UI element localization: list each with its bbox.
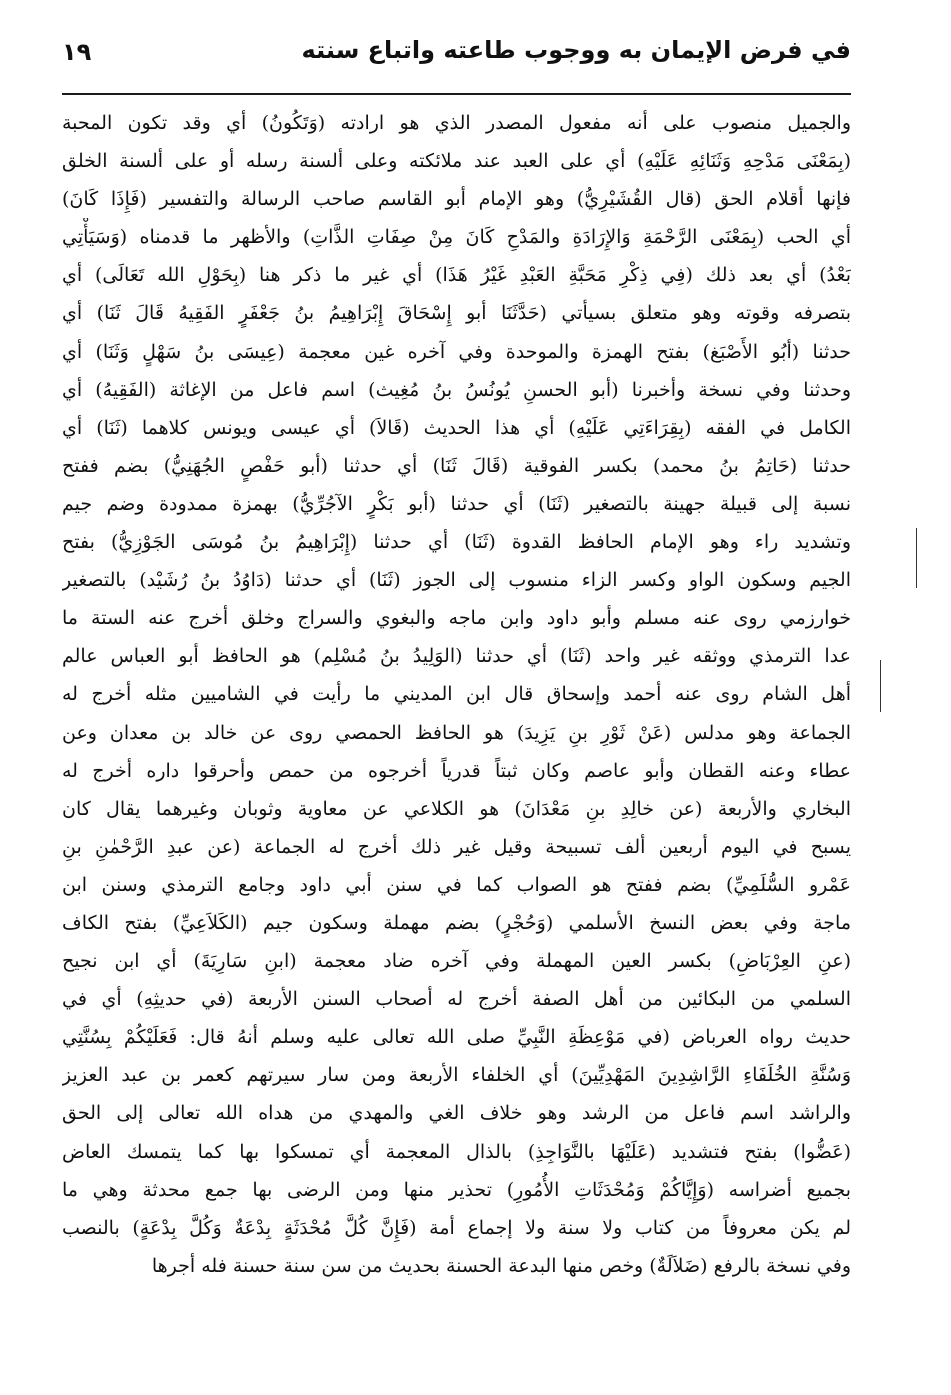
text-line: بَعْدُ) أي بعد ذلك (فِي ذِكْرِ مَحَبَّةِ العَبْدِ غَيْرُ هَذَا) أي غير ما ذكر هنا (بِحَوْلِ الله تَعَالَى) أي xyxy=(62,264,851,287)
text-line: عدا الترمذي ووثقه غير واحد (ثَنَا) أي حدثنا (الوَلِيدُ بنُ مُسْلِم) هو الحافظ أبو العباس عالم xyxy=(62,645,851,668)
text-line: وفي نسخة بالرفع (ضَلاَلَةٌ) وخص منها البدعة الحسنة بحديث من سن سنة حسنة فله أجرها xyxy=(151,1254,851,1277)
text-line: (عنِ العِرْبَاضِ) بكسر العين المهملة وفي آخره ضاد معجمة (ابنِ سَارِيَةَ) أي ابن نجيح xyxy=(62,950,851,973)
page-number: ١٩ xyxy=(62,38,92,66)
text-line: وَسُنَّةِ الخُلَفَاءِ الرَّاشِدِينَ المَهْدِيِّينَ) أي الخلفاء الأربعة ومن سار سيرتهم كعمر بن عبد العزيز xyxy=(62,1064,851,1087)
text-line: بتصرفه وقوته وهو متعلق بسيأتي (حَدَّثَنَا أبو إِسْحَاقَ إِبْرَاهِيمُ بنُ جَعْفَرٍ الفَقِيهُ قَالَ ثَنَا) أي xyxy=(62,302,851,325)
text-line: لم يكن معروفاً من كتاب ولا سنة ولا إجماع أمة (فَإِنَّ كُلَّ مُحْدَثَةٍ بِدْعَةٌ وَكُلَّ بِدْعَةٍ) بالنصب xyxy=(62,1216,851,1239)
text-line: بجميع أضراسه (وَإِيَّاكُمْ وَمُحْدَثَاتِ الأُمُورِ) تحذير منها ومن الرضى بها جمع محدثة وهي ما xyxy=(62,1178,851,1201)
text-line: الجماعة وهو مدلس (عَنْ ثَوْرِ بنِ يَزِيدَ) هو الحافظ الحمصي روى عن خالد بن معدان وعن xyxy=(62,721,851,744)
text-line: أي الحب (بِمَعْنَى الرَّحْمَةِ وَالإِرَادَةِ والمَدْحِ كَانَ مِنْ صِفَاتِ الذَّاتِ) والأظهر ما قدمناه (وَسَيَأْتِي xyxy=(62,226,851,249)
text-line: والجميل منصوب على أنه مفعول المصدر الذي هو ارادته (وَتَكُونُ) أي وقد تكون المحبة xyxy=(62,112,851,134)
text-line: حدثنا (أبُو الأَصْبَغ) بفتح الهمزة والموحدة وفي آخره غين معجمة (عِيسَى بنُ سَهْلٍ وَثَنَا) أي xyxy=(62,340,851,363)
text-line: عطاء وعنه القطان وأبو عاصم وكان ثبتاً قدرياً أخرجوه من حمص وأحرقوا داره أخرج له xyxy=(62,759,851,782)
text-line: وحدثنا وفي نسخة وأخبرنا (أبو الحسنِ يُونُسُ بنُ مُغِيث) اسم فاعل من الإغاثة (الفَقِيهُ) أي xyxy=(62,378,851,401)
header-rule xyxy=(62,93,851,95)
text-line: فإنها أقلام الحق (قال القُشَيْرِيُّ) وهو الإمام أبو القاسم صاحب الرسالة والتفسير (فَإِذَا كَانَ) xyxy=(62,188,851,211)
text-line: الكامل في الفقه (بِقِرَاءَتِي عَلَيْهِ) أي هذا الحديث (قَالاَ) أي عيسى ويونس كلاهما (ثَنَا) أي xyxy=(62,416,851,439)
running-title: في فرض الإيمان به ووجوب طاعته واتباع سنته xyxy=(301,36,851,64)
text-line: خوارزمي روى عنه مسلم وأبو داود وابن ماجه والبغوي والسراج وخلق أخرج عنه الستة ما xyxy=(62,607,851,630)
text-line: أهل الشام روى عنه أحمد وإسحاق قال ابن المديني ما رأيت في الشاميين مثله أخرج له xyxy=(62,683,851,706)
text-line: (بِمَعْنَى مَدْحِهِ وَثَنَائِهِ عَلَيْهِ) أي على العبد عند ملائكته وعلى ألسنة رسله أو على ألسنة الخلق xyxy=(62,150,851,173)
text-line: حديث رواه العرباض (في مَوْعِظَةِ النَّبِيِّ صلى الله تعالى عليه وسلم أنهُ قال: فَعَلَيْكُمْ بِسُنَّتِي xyxy=(62,1026,851,1049)
text-line: عَمْرو السُّلَمِيِّ) بضم ففتح هو الصواب كما في سنن أبي داود وجامع الترمذي وسنن ابن xyxy=(62,873,851,896)
text-line: (عَضُّوا) بفتح فتشديد (عَلَيْهَا بالنَّوَاجِذِ) بالذال المعجمة أي تمسكوا بها كما يتمسك العاض xyxy=(62,1140,851,1163)
body-text xyxy=(62,104,851,1285)
page-header xyxy=(62,32,851,86)
margin-mark xyxy=(880,660,881,712)
margin-mark xyxy=(916,528,917,588)
text-line: ماجة وفي بعض النسخ الأسلمي (وَحُجْرٍ) بضم مهملة وسكون جيم (الكَلاَعِيِّ) بفتح الكاف xyxy=(62,911,851,934)
text-line: البخاري والأربعة (عن خالِدِ بنِ مَعْدَانَ) هو الكلاعي عن معاوية وثوبان وغيرهما يقال كان xyxy=(62,797,851,820)
text-line: يسبح في اليوم أربعين ألف تسبيحة وقيل غير ذلك أخرج له الجماعة (عن عبدِ الرَّحْمٰنِ بنِ xyxy=(62,835,851,858)
text-line: الجيم وسكون الواو وكسر الزاء منسوب إلى الجوز (ثَنَا) أي حدثنا (دَاوُدُ بنُ رُشَيْد) بالتصغير xyxy=(62,569,851,592)
text-line: نسبة إلى قبيلة جهينة بالتصغير (ثَنَا) أي حدثنا (أبو بَكْرٍ الآجُرِّيُّ) بهمزة ممدودة وضم جيم xyxy=(62,492,851,515)
text-line: السلمي من البكائين من أهل الصفة أخرج له أصحاب السنن الأربعة (في حديثِهِ) أي في xyxy=(62,988,851,1011)
text-line: حدثنا (حَاتِمُ بنُ محمد) بكسر الفوقية (قَالَ ثَنَا) أي حدثنا (أبو حَفْصٍ الجُهَنِيُّ) بضم ففتح xyxy=(62,454,851,477)
text-line: والراشد اسم فاعل من الرشد وهو خلاف الغي والمهدي من هداه الله تعالى إلى الحق xyxy=(62,1102,851,1125)
text-line: وتشديد راء وهو الإمام الحافظ القدوة (ثَنَا) أي حدثنا (إِبْرَاهِيمُ بنُ مُوسَى الجَوْزِيُّ) بفتح xyxy=(62,531,851,554)
